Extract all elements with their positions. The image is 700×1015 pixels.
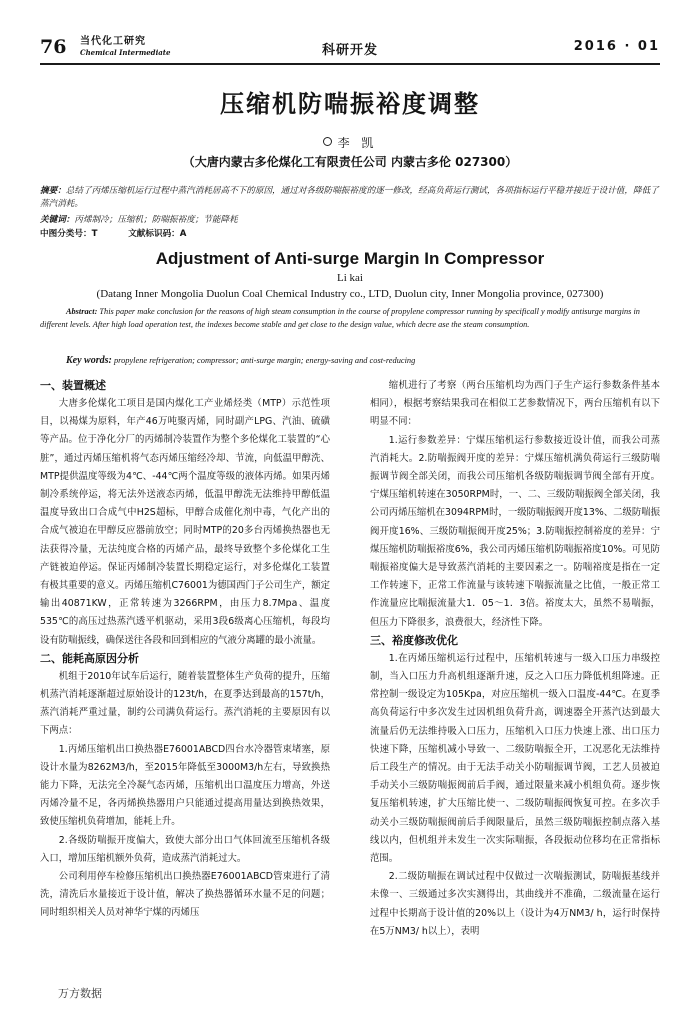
abstract-en-label: Abstract: xyxy=(66,307,98,316)
keywords-en-label: Key words: xyxy=(66,355,112,366)
body-column-right xyxy=(370,377,660,941)
keywords-cn-label: 关键词： xyxy=(40,215,75,225)
clc-label: 中图分类号： xyxy=(40,229,92,239)
keywords-cn-text: 丙烯制冷；压缩机；防喘振裕度；节能降耗 xyxy=(74,215,238,225)
abstract-cn-text: 总结了丙烯压缩机运行过程中蒸汽消耗居高不下的原因，通过对各级防喘振裕度的逐一修改，经高负荷运行测试，各项指标运行平稳并接近于设计值，降低了蒸汽消耗。 xyxy=(40,186,659,209)
abstract-cn xyxy=(40,185,660,211)
doc-code-value: A xyxy=(179,229,187,239)
keywords-en-text: propylene refrigeration; compressor; anti-surge margin; energy-saving and cost-reducing xyxy=(111,356,416,365)
article-title-cn: 压缩机防喘振裕度调整 xyxy=(220,90,480,118)
article-title-en: Adjustment of Anti-surge Margin In Compressor xyxy=(155,249,545,268)
journal-name-cn: 当代化工研究 xyxy=(80,36,146,47)
journal-logo xyxy=(80,36,240,57)
journal-name-en: Chemical Intermediate xyxy=(80,48,171,57)
paragraph: 1.在丙烯压缩机运行过程中，压缩机转速与一级入口压力串级控制，当入口压力升高机组逐渐升速，反之入口压力降低机组降速。正常控制一级设定为105Kpa，对应压缩机一级入口温度-44℃。在夏季高负荷运行中多次发生过因机组负荷升高，调速器全开蒸汽达到最大流量后仍无法维持吸入口压力，压缩机入口压力快速上涨、出口压力快速下降，压缩机减小导致一、二级防喘振全开，工况恶化无法维持后工段生产的情况。由于无法手动关小防喘振调节阀，工艺人员被迫手动关小三级防喘振阀前后手阀，通过限量来减小机组负荷。逐步恢复压缩机转速，扩大压缩比使一、二级防喘振阀恢复可控。在多次手动关小三级防喘振阀前后手阀限量后，虽然三级防喘振控制点落入基线以内，但机组并未发生一次实际喘振，各段振动位移均在正常指标范围。 xyxy=(370,652,660,865)
paragraph: 1.运行参数差异：宁煤压缩机运行参数接近设计值，而我公司蒸汽消耗大。2.防喘振阀开度的差异：宁煤压缩机满负荷运行三级防喘振调节阀全部关闭，而我公司压缩机各级防喘振调节阀全部有开度。宁煤压缩机转速在3050RPM时，一、二、三级防喘振阀全部关闭，我公司丙烯压缩机在3094RPM时，一级防喘振阀开度13%、二级防喘振阀开度16%、三级防喘振阀开度25%；3.防喘振控制裕度的差异：宁煤压缩机防喘振裕度6%，我公司丙烯压缩机防喘振裕度10%。可见防喘振裕度偏大是导致蒸汽消耗的主要因素之一。防喘裕度是指在一定工作转速下，正常工作流量与该转速下喘振流量之比值，一般正常工作流量应比喘振流量大1．05～1．3倍。裕度太大，虽然不易喘振，但压力下降很多，浪费很大，经济性下降。 xyxy=(370,434,660,628)
paragraph: 机组于2010年试车后运行，随着装置整体生产负荷的提升，压缩机蒸汽消耗逐渐超过原始设计的123t/h，在夏季达到最高的157t/h，蒸汽消耗严重过量，制约公司满负荷运行。蒸汽消耗的主要原因有以下两点： xyxy=(40,670,330,737)
paragraph: 1.丙烯压缩机出口换热器E76001ABCD四台水冷器管束堵塞，原设计水量为8262M3/h，至2015年降低至3000M3/h左右，导致换热能力下降，无法完全冷凝气态丙烯，压缩机出口温度压力增高，外送丙烯冷量不足，各丙烯换热器用户只能通过提高用量达到换热效果，致使压缩机负荷增加，能耗上升。 xyxy=(40,743,330,828)
abstract-en xyxy=(40,305,660,331)
abstract-cn-label: 摘要： xyxy=(40,186,66,196)
page-header xyxy=(40,35,660,65)
doc-code-label: 文献标识码： xyxy=(128,229,180,239)
section-heading-analysis: 二、能耗高原因分析 xyxy=(40,651,139,665)
classification-line xyxy=(40,228,660,241)
document-code xyxy=(128,229,186,239)
clc-value: T xyxy=(91,229,98,239)
abstract-en-text: This paper make conclusion for the reasons of high steam consumption in the course of propylene compressor running by specificall y modify antisurge margins in different levels. After high load operation test, the indexes become stable and get close to the design value, which decre ase the steam consumption. xyxy=(40,307,640,329)
keywords-en xyxy=(40,355,660,366)
section-heading-optimization: 三、裕度修改优化 xyxy=(370,633,458,647)
affiliation-cn: （大唐内蒙古多伦煤化工有限责任公司 内蒙古多伦 027300） xyxy=(182,155,518,169)
paragraph: 公司利用停车检修压缩机出口换热器E76001ABCD管束进行了清洗，清洗后水量接近于设计值，解决了换热器循环水量不足的问题；同时组织相关人员对神华宁煤的丙烯压 xyxy=(40,871,330,919)
keywords-cn xyxy=(40,214,660,227)
paragraph: 2.各级防喘振开度偏大，致使大部分出口气体回流至压缩机各级入口，增加压缩机额外负荷，造成蒸汽消耗过大。 xyxy=(40,834,330,864)
footer-watermark: 万方数据 xyxy=(58,987,102,1000)
body-column-left xyxy=(40,377,330,923)
section-heading-overview: 一、装置概述 xyxy=(40,379,106,392)
paragraph: 大唐多伦煤化工项目是国内煤化工产业烯烃类（MTP）示范性项目，以褐煤为原料，年产46万吨聚丙烯，同时副产LPG、汽油、硫磺等产品。位于净化分厂的丙烯制冷装置作为整个多伦煤化工装置的“心脏”，通过丙烯压缩机将气态丙烯压缩经冷却、节流，向低温甲醇洗、MTP提供温度等级为4℃、-44℃两个温度等级的液体丙烯。如果丙烯制冷系统停运，将无法外送液态丙烯，低温甲醇洗无法维持甲醇低温温度导致出口合成气中H2S超标，甲醇合成催化剂中毒，气化产出的合成气被迫在甲醇反应器前放空；同时MTP的20多台丙烯换热器也无法获得冷量，无法纯度合格的丙烯产品，最终导致整个多伦煤化工生产链被迫停运。保证丙烯制冷装置长期稳定运行，对多伦煤化工装置有极其重要的意义。丙烯压缩机C76001为德国西门子公司生产，额定输出40871KW，正常转速为3266RPM，由压力8.7Mpa、温度535℃的高压过热蒸汽透平机驱动，采用3段6级离心压缩机，每段均设有防喘振线，确保送往各段和回到相应的气液分离罐的最小流量。 xyxy=(40,398,330,646)
page-number: 76 xyxy=(40,36,67,58)
author-cn xyxy=(0,134,700,151)
author-en: Li kai xyxy=(337,272,363,284)
paragraph: 缩机进行了考察（两台压缩机均为西门子生产运行参数条件基本相同），根据考察结果我司在相似工艺参数情况下，两台压缩机有以下明显不同： xyxy=(370,380,660,428)
circle-marker-icon xyxy=(323,137,332,146)
clc-number xyxy=(40,229,97,239)
column-name: 科研开发 xyxy=(321,43,379,58)
issue-label: 2016 · 01 xyxy=(573,39,660,54)
author-name-cn: 李 凯 xyxy=(337,136,378,150)
affiliation-en: (Datang Inner Mongolia Duolun Coal Chemical Industry co., LTD, Duolun city, Inner Mongolia province, 027300) xyxy=(96,288,604,300)
paragraph: 2.二级防喘振在调试过程中仅做过一次喘振测试，防喘振基线并未像一、三级通过多次实测得出，其曲线并不准确，二级流量在运行过程中长期高于设计值的20%以上（设计为4万NM3/ h，运行时保持在5万NM3/ h以上），表明 xyxy=(370,871,660,937)
